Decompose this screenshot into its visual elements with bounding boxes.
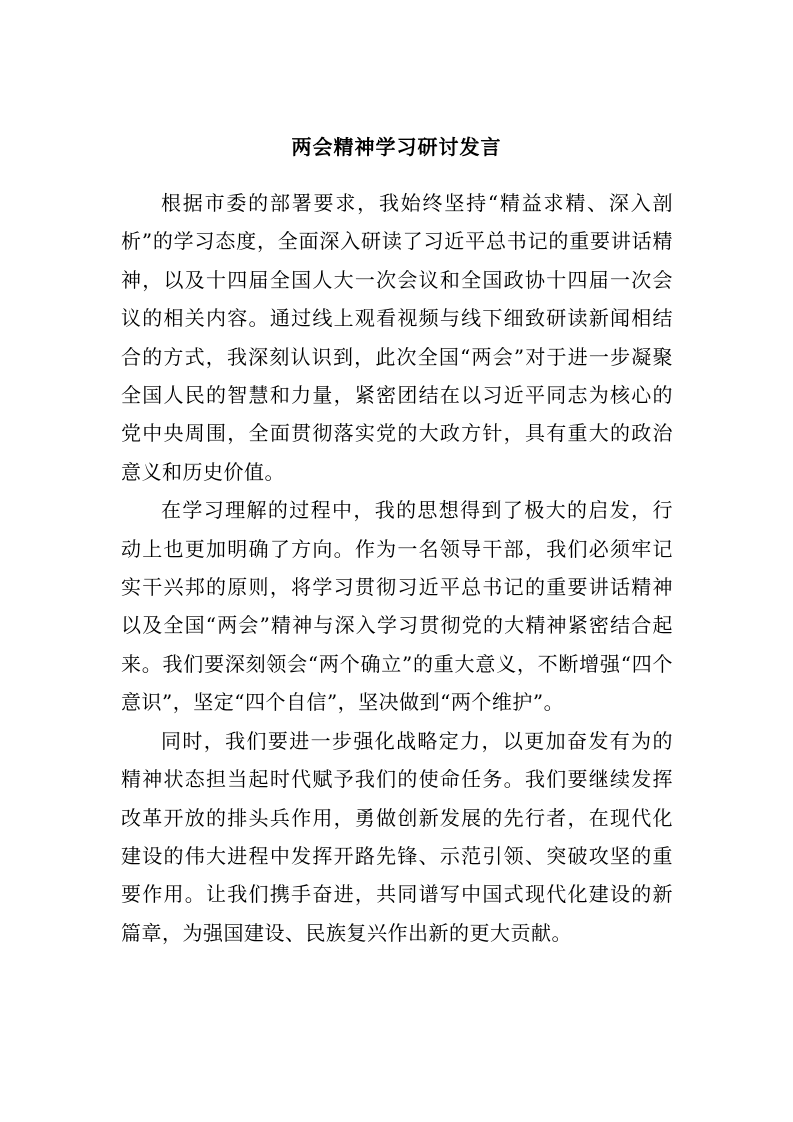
document-title: 两会精神学习研讨发言 bbox=[291, 135, 502, 159]
paragraph-3: 同时，我们要进一步强化战略定力，以更加奋发有为的精神状态担当起时代赋予我们的使命任务。我们要继续发挥改革开放的排头兵作用，勇做创新发展的先行者，在现代化建设的伟大进程中发挥开路先锋、示范引领、突破攻坚的重要作用。让我们携手奋进，共同谱写中国式现代化建设的新篇章，为强国建设、民族复兴作出新的更大贡献。 bbox=[121, 728, 673, 945]
paragraph-1: 根据市委的部署要求，我始终坚持“精益求精、深入剖析”的学习态度，全面深入研读了习近平总书记的重要讲话精神，以及十四届全国人大一次会议和全国政协十四届一次会议的相关内容。通过线上观看视频与线下细致研读新闻相结合的方式，我深刻认识到，此次全国“两会”对于进一步凝聚全国人民的智慧和力量，紧密团结在以习近平同志为核心的党中央周围，全面贯彻落实党的大政方针，具有重大的政治意义和历史价值。 bbox=[121, 191, 673, 484]
paragraph-2: 在学习理解的过程中，我的思想得到了极大的启发，行动上也更加明确了方向。作为一名领导干部，我们必须牢记实干兴邦的原则，将学习贯彻习近平总书记的重要讲话精神以及全国“两会”精神与深入学习贯彻党的大精神紧密结合起来。我们要深刻领会“两个确立”的重大意义，不断增强“四个意识”，坚定“四个自信”，坚决做到“两个维护”。 bbox=[121, 498, 673, 715]
document-body bbox=[121, 184, 673, 952]
